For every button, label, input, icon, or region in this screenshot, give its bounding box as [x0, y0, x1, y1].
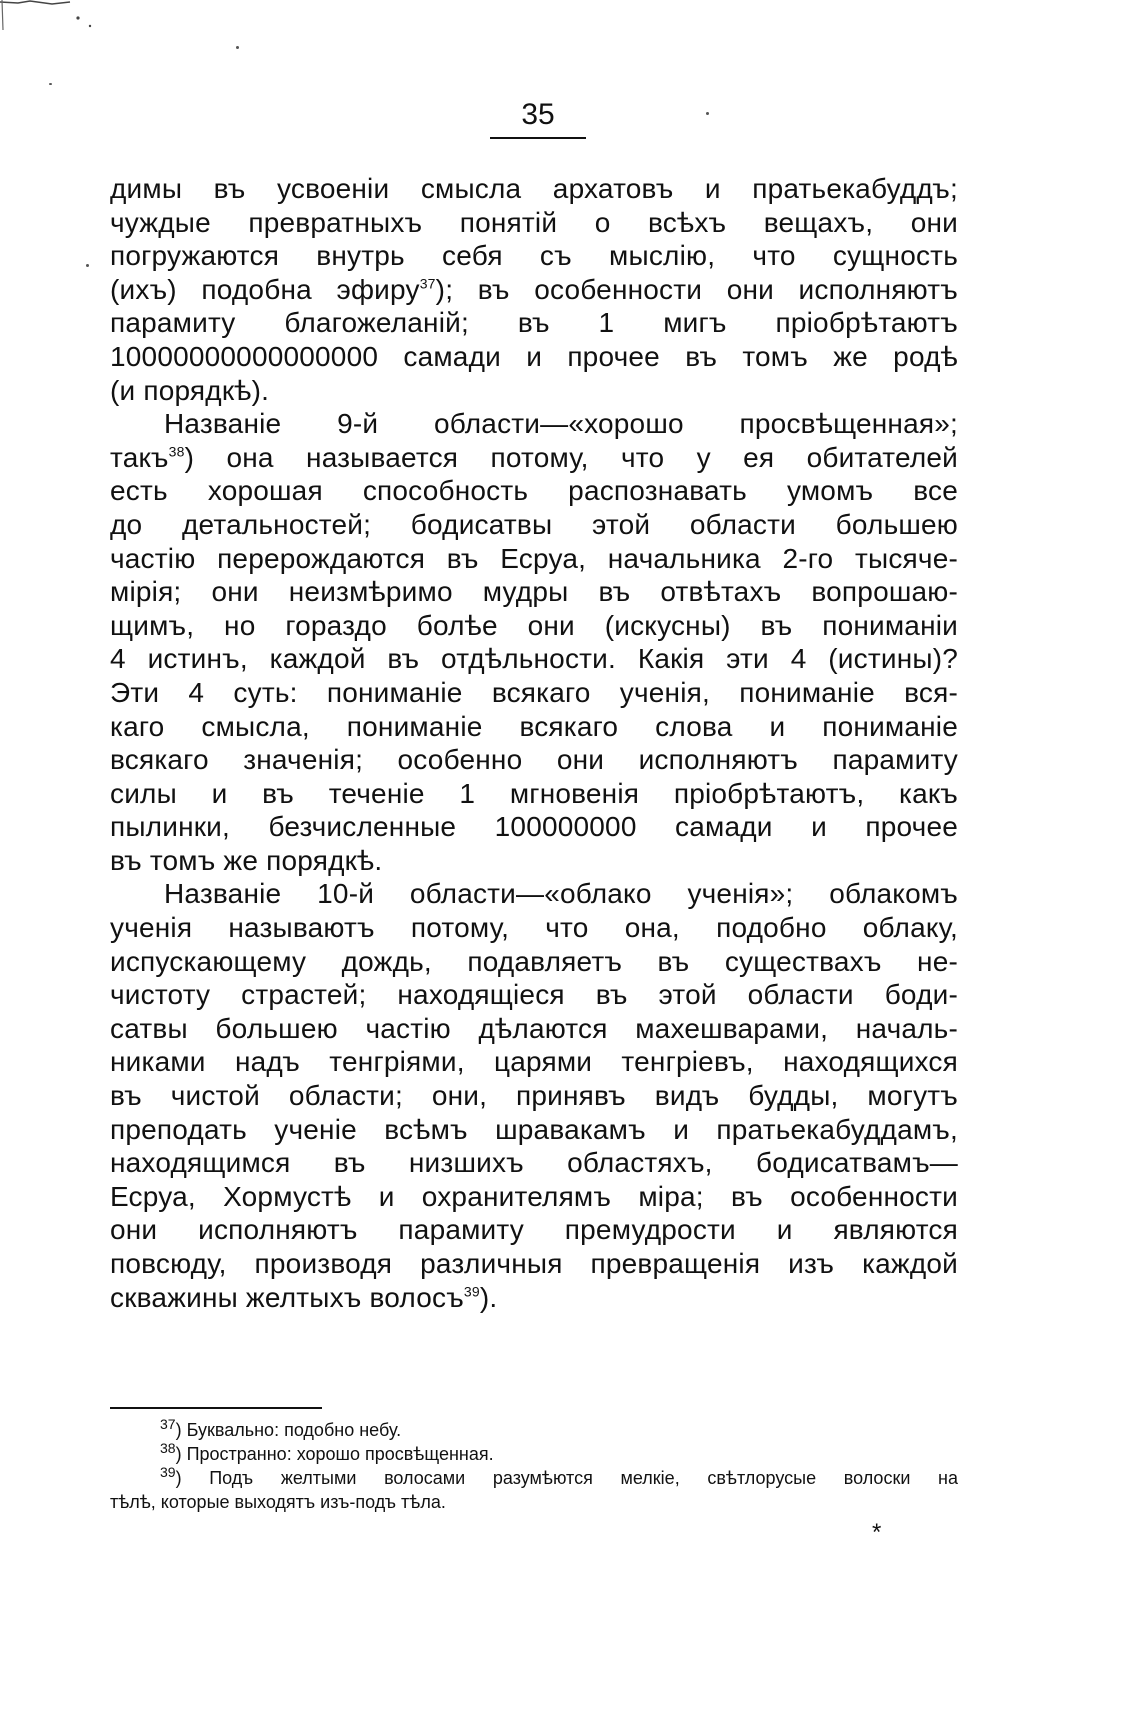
- footnote-text: ) Буквально: подобно небу.: [175, 1420, 402, 1440]
- line-text: всякаго значенія; особенно они исполняютъ парамиту: [110, 744, 958, 776]
- text-line: [110, 777, 958, 811]
- text-line: [110, 1045, 958, 1079]
- footnote-number: 39: [160, 1466, 176, 1480]
- scan-speck: [86, 264, 89, 267]
- page-number-rule: [490, 137, 586, 139]
- footnote-line: [110, 1442, 958, 1466]
- footnote-text: ) Пространно: хорошо просвѣщенная.: [175, 1444, 494, 1464]
- text-line: [110, 1281, 958, 1315]
- line-text: 10000000000000000 самади и прочее въ томъ же родѣ: [110, 340, 958, 372]
- line-text: Эти 4 суть: пониманіе всякаго ученія, пониманіе вся-: [110, 676, 958, 708]
- line-text: находящимся въ низшихъ областяхъ, бодисатвамъ—: [110, 1147, 958, 1179]
- footnote-number: 37: [160, 1418, 176, 1432]
- line-text: (ихъ) подобна эфиру: [110, 273, 420, 305]
- footnote-ref: 39: [463, 1283, 480, 1300]
- text-line: [110, 542, 958, 576]
- line-text-after-ref: ) она называется потому, что у ея обитателей: [184, 441, 958, 473]
- text-line: [110, 1180, 958, 1214]
- line-text: Названіе 9-й области—«хорошо просвѣщенная»;: [164, 408, 958, 440]
- line-text: щимъ, но гораздо болѣе они (искусны) въ пониманіи: [110, 609, 958, 641]
- line-text: Названіе 10-й области—«облако ученія»; облакомъ: [164, 878, 958, 910]
- footnote-number: 38: [160, 1442, 176, 1456]
- text-line: [110, 1146, 958, 1180]
- text-line: [110, 810, 958, 844]
- line-text: мірія; они неизмѣримо мудры въ отвѣтахъ вопрошаю-: [110, 576, 958, 608]
- line-text: Есруа, Хормустѣ и охранителямъ міра; въ особенности: [110, 1180, 958, 1212]
- line-text-after-ref: ).: [479, 1281, 498, 1313]
- line-text: димы въ усвоеніи смысла архатовъ и пратьекабуддъ;: [110, 173, 958, 204]
- text-line: [110, 206, 958, 240]
- line-text: ученія называютъ потому, что она, подобно облаку,: [110, 912, 958, 944]
- body-text: [110, 172, 958, 1314]
- text-line: [110, 743, 958, 777]
- line-text: они исполняютъ парамиту премудрости и являются: [110, 1214, 958, 1246]
- line-text: сатвы большею частію дѣлаются махешварами, началь-: [110, 1012, 958, 1044]
- scan-speck: [49, 83, 52, 85]
- line-text: 4 истинъ, каждой въ отдѣльности. Какія эти 4 (истины)?: [110, 643, 958, 675]
- line-text: силы и въ теченіе 1 мгновенія пріобрѣтаютъ, какъ: [110, 777, 958, 809]
- text-line: [110, 844, 958, 878]
- footnote-text: тѣлѣ, которые выходятъ изъ-подъ тѣла.: [110, 1492, 446, 1512]
- footnote-line: [110, 1490, 958, 1514]
- text-line: [110, 1113, 958, 1147]
- text-line: [110, 945, 958, 979]
- text-line: [110, 407, 958, 441]
- text-line: [110, 441, 958, 475]
- line-text: такъ: [110, 441, 169, 473]
- line-text: парамиту благожеланій; въ 1 мигъ пріобрѣтаютъ: [110, 307, 958, 339]
- text-line: [110, 374, 958, 408]
- text-line: [110, 609, 958, 643]
- end-asterisk: *: [872, 1519, 882, 1546]
- footnote-rule: [110, 1407, 322, 1409]
- text-line: [110, 239, 958, 273]
- line-text: въ чистой области; они, принявъ видъ будды, могутъ: [110, 1080, 958, 1112]
- text-line: [110, 642, 958, 676]
- line-text: скважины желтыхъ волосъ: [110, 1281, 464, 1313]
- line-text: никами надъ тенгріями, царями тенгріевъ, находящихся: [110, 1046, 958, 1078]
- text-line: [110, 877, 958, 911]
- text-line: [110, 676, 958, 710]
- footnote-line: [110, 1418, 958, 1442]
- footnote-ref: 38: [168, 443, 185, 460]
- line-text: въ томъ же порядкѣ.: [110, 844, 383, 876]
- scan-speck: [236, 46, 239, 49]
- footnote-ref: 37: [419, 275, 436, 292]
- footnotes: [110, 1418, 958, 1514]
- line-text: частію перерождаются въ Есруа, начальника 2-го тысяче-: [110, 542, 958, 574]
- text-line: [110, 340, 958, 374]
- scan-speck: [706, 112, 709, 115]
- line-text: до детальностей; бодисатвы этой области большею: [110, 508, 958, 540]
- line-text: чистоту страстей; находящіеся въ этой области боди-: [110, 979, 958, 1011]
- line-text: (и порядкѣ).: [110, 374, 270, 406]
- text-line: [110, 1012, 958, 1046]
- text-line: [110, 575, 958, 609]
- line-text: испускающему дождь, подавляетъ въ существахъ не-: [110, 945, 958, 977]
- footnote-line: [110, 1466, 958, 1490]
- page-number: 35: [521, 98, 555, 131]
- line-text: повсюду, производя различныя превращенія изъ каждой: [110, 1248, 958, 1279]
- text-line: [110, 1079, 958, 1113]
- line-text: есть хорошая способность распознавать умомъ все: [110, 475, 958, 507]
- text-line: [110, 1247, 958, 1281]
- text-line: [110, 978, 958, 1012]
- text-line: [110, 508, 958, 542]
- text-line: [110, 710, 958, 744]
- text-line: [110, 306, 958, 340]
- text-line: [110, 1213, 958, 1247]
- text-line: [110, 474, 958, 508]
- line-text: чуждые превратныхъ понятій о всѣхъ вещахъ, они: [110, 206, 958, 238]
- footnote-text: ) Подъ желтыми волосами разумѣются мелкіе, свѣтлорусые волоски на: [175, 1468, 958, 1488]
- line-text: каго смысла, пониманіе всякаго слова и пониманіе: [110, 710, 958, 742]
- line-text: погружаются внутрь себя съ мыслію, что сущность: [110, 240, 958, 272]
- line-text: пылинки, безчисленные 100000000 самади и прочее: [110, 811, 958, 843]
- line-text-after-ref: ); въ особенности они исполняютъ: [435, 273, 958, 305]
- text-line: [110, 273, 958, 307]
- line-text: преподать ученіе всѣмъ шравакамъ и пратьекабуддамъ,: [110, 1113, 958, 1145]
- text-line: [110, 172, 958, 206]
- text-line: [110, 911, 958, 945]
- page-edge-mark: [0, 0, 120, 40]
